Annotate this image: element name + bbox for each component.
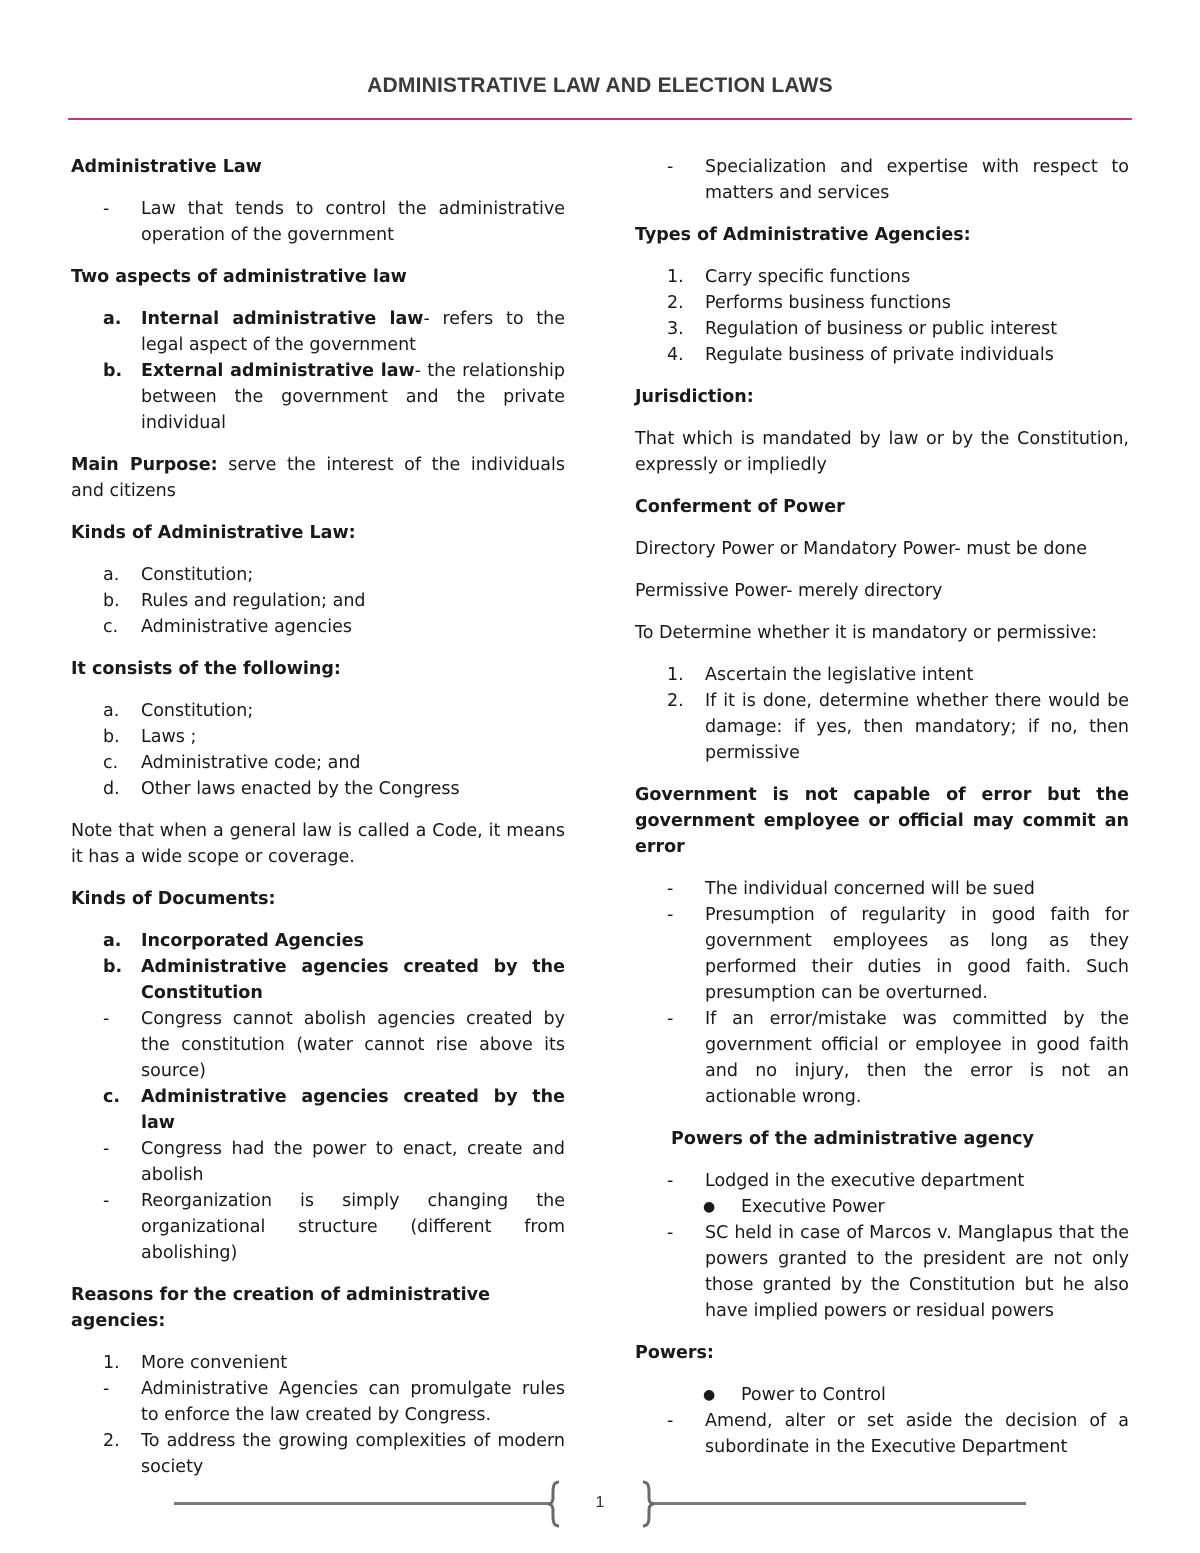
list-item: ● Power to Control [635, 1382, 1129, 1408]
list-item: b. Administrative agencies created by the Constitution [103, 957, 565, 1003]
paragraph: Main Purpose: serve the interest of the individuals and citizens [71, 455, 565, 501]
section-heading: Types of Administrative Agencies: [635, 225, 971, 245]
section-heading: Powers: [635, 1343, 714, 1363]
footer-line-right [650, 1502, 1026, 1505]
list-item: c. Administrative agencies created by the law [103, 1087, 565, 1133]
section-heading: Two aspects of administrative law [71, 267, 407, 287]
left-column [71, 154, 565, 1480]
list-item: 2. Performs business functions [667, 293, 951, 313]
list-item: ● Executive Power [635, 1194, 1129, 1220]
section-heading: Kinds of Administrative Law: [71, 523, 356, 543]
letter-marker: b. [103, 361, 123, 381]
section-heading: Government is not capable of error but the government employee or official may commit an error [635, 785, 1129, 857]
section-heading: Conferment of Power [635, 497, 845, 517]
list-item: d. Other laws enacted by the Congress [103, 779, 460, 799]
bullet-icon: ● [703, 1199, 716, 1215]
list-item: - SC held in case of Marcos v. Manglapus that the powers granted to the president are not only those granted by the Constitution but he also have implied powers or residual powers [667, 1223, 1129, 1321]
list-item: a. Constitution; [103, 565, 254, 585]
definition: - the relationship between the government and the private individual [141, 361, 565, 433]
list-item: - Specialization and expertise with respect to matters and services [667, 157, 1129, 203]
footer-line-left [174, 1502, 550, 1505]
section-heading: Administrative Law [71, 157, 262, 177]
right-column [635, 154, 1129, 1460]
list-item: - Administrative Agencies can promulgate rules to enforce the law created by Congress. [103, 1379, 565, 1425]
list-item: 1. Ascertain the legislative intent [667, 665, 974, 685]
term: External administrative law [141, 361, 415, 381]
header-divider [68, 118, 1132, 120]
list-item: 4. Regulate business of private individuals [667, 345, 1054, 365]
list-item: 1. More convenient [103, 1353, 288, 1373]
list-item: - Presumption of regularity in good faith for government employees as long as they performed their duties in good faith. Such presumption can be overturned. [667, 905, 1129, 1003]
page-number: 1 [595, 1494, 605, 1511]
list-item: - Amend, alter or set aside the decision of a subordinate in the Executive Department [667, 1411, 1129, 1457]
list-item: - Law that tends to control the administrative operation of the government [71, 196, 565, 248]
list-item: c. Administrative agencies [103, 617, 352, 637]
list-item: 2. To address the growing complexities of modern society [103, 1431, 565, 1477]
left-brace-icon [546, 1480, 562, 1528]
label: Main Purpose: [71, 455, 218, 475]
section-heading: It consists of the following: [71, 659, 341, 679]
paragraph: Directory Power or Mandatory Power- must be done [635, 539, 1088, 559]
section-heading: Reasons for the creation of administrative agencies: [71, 1285, 490, 1331]
definition: - refers to the legal aspect of the government [141, 309, 566, 355]
paragraph: Permissive Power- merely directory [635, 581, 943, 601]
section-heading: Jurisdiction: [635, 387, 754, 407]
right-brace-icon [640, 1480, 656, 1528]
paragraph: To Determine whether it is mandatory or permissive: [635, 623, 1098, 643]
list-item [71, 358, 565, 436]
list-item: 2. If it is done, determine whether there would be damage: if yes, then mandatory; if no, then permissive [667, 691, 1129, 763]
dash-marker: - [103, 199, 110, 219]
list-item: - Lodged in the executive department [667, 1171, 1025, 1191]
list-item: b. Rules and regulation; and [103, 591, 366, 611]
paragraph: That which is mandated by law or by the Constitution, expressly or impliedly [635, 429, 1129, 475]
list-item: c. Administrative code; and [103, 753, 361, 773]
list-item: b. Laws ; [103, 727, 197, 747]
list-item: a. Incorporated Agencies [103, 931, 364, 951]
list-item: a. Constitution; [103, 701, 254, 721]
list-item: 3. Regulation of business or public interest [667, 319, 1058, 339]
bullet-icon: ● [703, 1387, 716, 1403]
list-item: - The individual concerned will be sued [667, 879, 1035, 899]
list-item [71, 306, 565, 358]
list-item: - Congress had the power to enact, create and abolish [103, 1139, 565, 1185]
document-title: ADMINISTRATIVE LAW AND ELECTION LAWS [367, 74, 833, 97]
letter-marker: a. [103, 309, 122, 329]
section-heading: Kinds of Documents: [71, 889, 276, 909]
note-paragraph: Note that when a general law is called a Code, it means it has a wide scope or coverage. [71, 821, 565, 867]
list-item: - If an error/mistake was committed by the government official or employee in good faith and no injury, then the error is not an actionable wrong. [667, 1009, 1129, 1107]
list-item: - Congress cannot abolish agencies created by the constitution (water cannot rise above its source) [103, 1009, 565, 1081]
list-item: 1. Carry specific functions [667, 267, 911, 287]
term: Internal administrative law [141, 309, 424, 329]
section-heading: Powers of the administrative agency [671, 1129, 1034, 1149]
list-item: - Reorganization is simply changing the organizational structure (different from abolishing) [103, 1191, 565, 1263]
